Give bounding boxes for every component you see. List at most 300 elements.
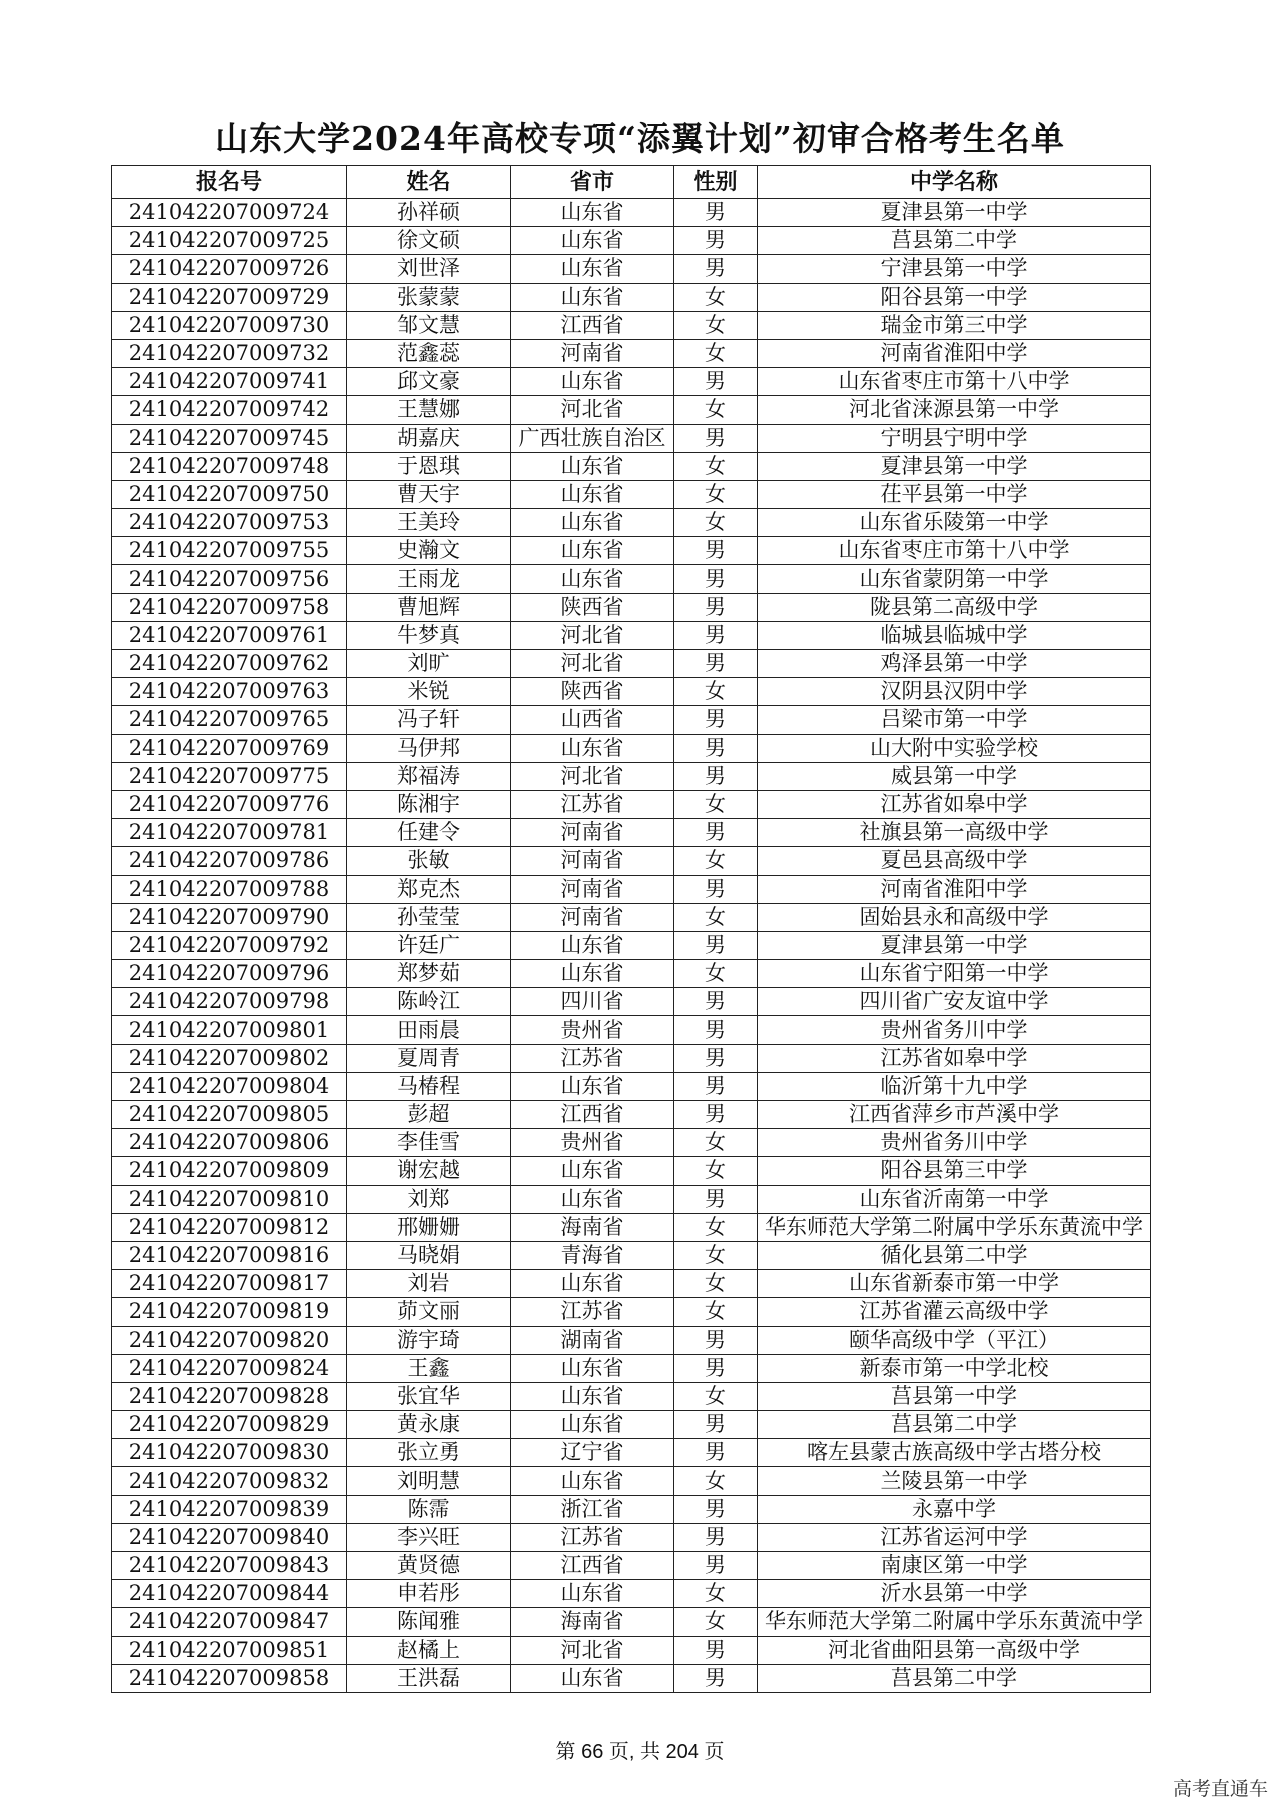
cell-school: 陇县第二高级中学 (758, 593, 1151, 621)
cell-school: 社旗县第一高级中学 (758, 819, 1151, 847)
table-row (112, 1439, 1151, 1467)
cell-province: 陕西省 (511, 678, 674, 706)
cell-name: 王洪磊 (347, 1664, 511, 1692)
table-row (112, 1157, 1151, 1185)
column-header-province: 省市 (511, 166, 674, 199)
cell-name: 申若彤 (347, 1580, 511, 1608)
cell-gender: 男 (674, 1439, 758, 1467)
cell-name: 李佳雪 (347, 1129, 511, 1157)
cell-school: 威县第一中学 (758, 762, 1151, 790)
table-row (112, 762, 1151, 790)
cell-province: 河北省 (511, 1636, 674, 1664)
cell-gender: 男 (674, 593, 758, 621)
cell-id: 241042207009796 (112, 960, 347, 988)
table-row (112, 1044, 1151, 1072)
cell-school: 河北省涞源县第一中学 (758, 396, 1151, 424)
cell-province: 江苏省 (511, 1523, 674, 1551)
table-row (112, 1072, 1151, 1100)
cell-gender: 男 (674, 1101, 758, 1129)
cell-gender: 女 (674, 1213, 758, 1241)
cell-gender: 女 (674, 1298, 758, 1326)
table-row (112, 537, 1151, 565)
cell-gender: 男 (674, 227, 758, 255)
cell-school: 吕梁市第一中学 (758, 706, 1151, 734)
table-body (112, 199, 1151, 1693)
cell-province: 江苏省 (511, 790, 674, 818)
table-row (112, 1213, 1151, 1241)
cell-school: 兰陵县第一中学 (758, 1467, 1151, 1495)
page-number: 第 66 页, 共 204 页 (555, 1741, 725, 1763)
table-row (112, 1016, 1151, 1044)
cell-school: 莒县第二中学 (758, 1664, 1151, 1692)
cell-school: 沂水县第一中学 (758, 1580, 1151, 1608)
table-row (112, 1326, 1151, 1354)
table-row (112, 424, 1151, 452)
cell-id: 241042207009840 (112, 1523, 347, 1551)
cell-gender: 男 (674, 762, 758, 790)
table-row (112, 960, 1151, 988)
cell-id: 241042207009725 (112, 227, 347, 255)
cell-province: 山东省 (511, 452, 674, 480)
cell-province: 河北省 (511, 762, 674, 790)
watermark: 高考直通车 (1172, 1779, 1268, 1800)
cell-school: 山东省乐陵第一中学 (758, 509, 1151, 537)
table-row (112, 931, 1151, 959)
cell-name: 于恩琪 (347, 452, 511, 480)
table-row (112, 593, 1151, 621)
cell-province: 海南省 (511, 1608, 674, 1636)
cell-id: 241042207009786 (112, 847, 347, 875)
cell-gender: 男 (674, 1326, 758, 1354)
cell-province: 贵州省 (511, 1016, 674, 1044)
table-row (112, 650, 1151, 678)
cell-name: 陈闻雅 (347, 1608, 511, 1636)
cell-id: 241042207009781 (112, 819, 347, 847)
cell-gender: 女 (674, 1608, 758, 1636)
cell-gender: 男 (674, 1636, 758, 1664)
table-row (112, 1495, 1151, 1523)
table-row (112, 819, 1151, 847)
cell-province: 河南省 (511, 903, 674, 931)
cell-school: 河南省淮阳中学 (758, 875, 1151, 903)
cell-school: 山东省宁阳第一中学 (758, 960, 1151, 988)
cell-id: 241042207009843 (112, 1552, 347, 1580)
cell-id: 241042207009812 (112, 1213, 347, 1241)
table-row (112, 396, 1151, 424)
cell-school: 江苏省运河中学 (758, 1523, 1151, 1551)
cell-id: 241042207009748 (112, 452, 347, 480)
cell-name: 孙祥硕 (347, 199, 511, 227)
cell-gender: 女 (674, 1382, 758, 1410)
cell-name: 陈霈 (347, 1495, 511, 1523)
cell-name: 张蒙蒙 (347, 283, 511, 311)
cell-province: 江西省 (511, 311, 674, 339)
cell-name: 郑梦茹 (347, 960, 511, 988)
cell-school: 莒县第一中学 (758, 1382, 1151, 1410)
table-row (112, 1411, 1151, 1439)
cell-gender: 女 (674, 509, 758, 537)
table-row (112, 1185, 1151, 1213)
cell-gender: 男 (674, 988, 758, 1016)
cell-name: 彭超 (347, 1101, 511, 1129)
cell-province: 山东省 (511, 227, 674, 255)
cell-id: 241042207009762 (112, 650, 347, 678)
table-row (112, 790, 1151, 818)
cell-school: 临沂第十九中学 (758, 1072, 1151, 1100)
cell-name: 赵橘上 (347, 1636, 511, 1664)
cell-gender: 女 (674, 339, 758, 367)
cell-id: 241042207009729 (112, 283, 347, 311)
cell-name: 郑克杰 (347, 875, 511, 903)
cell-province: 山东省 (511, 1664, 674, 1692)
table-row (112, 1241, 1151, 1269)
cell-id: 241042207009788 (112, 875, 347, 903)
cell-school: 宁津县第一中学 (758, 255, 1151, 283)
cell-province: 山东省 (511, 1354, 674, 1382)
cell-school: 夏津县第一中学 (758, 452, 1151, 480)
cell-gender: 女 (674, 1241, 758, 1269)
cell-school: 宁明县宁明中学 (758, 424, 1151, 452)
cell-id: 241042207009769 (112, 734, 347, 762)
cell-id: 241042207009790 (112, 903, 347, 931)
cell-gender: 男 (674, 368, 758, 396)
cell-gender: 男 (674, 1044, 758, 1072)
cell-name: 牛梦真 (347, 621, 511, 649)
cell-school: 颐华高级中学（平江） (758, 1326, 1151, 1354)
cell-name: 刘旷 (347, 650, 511, 678)
column-header-school: 中学名称 (758, 166, 1151, 199)
cell-id: 241042207009816 (112, 1241, 347, 1269)
cell-school: 河北省曲阳县第一高级中学 (758, 1636, 1151, 1664)
cell-id: 241042207009742 (112, 396, 347, 424)
table-row (112, 1298, 1151, 1326)
table-row (112, 452, 1151, 480)
table-row (112, 1523, 1151, 1551)
cell-id: 241042207009776 (112, 790, 347, 818)
cell-id: 241042207009724 (112, 199, 347, 227)
cell-school: 华东师范大学第二附属中学乐东黄流中学 (758, 1213, 1151, 1241)
cell-gender: 男 (674, 199, 758, 227)
cell-id: 241042207009801 (112, 1016, 347, 1044)
cell-school: 江苏省灌云高级中学 (758, 1298, 1151, 1326)
table-row (112, 509, 1151, 537)
table-row (112, 1129, 1151, 1157)
cell-province: 江苏省 (511, 1298, 674, 1326)
cell-province: 山东省 (511, 255, 674, 283)
cell-id: 241042207009832 (112, 1467, 347, 1495)
table-row (112, 255, 1151, 283)
cell-province: 广西壮族自治区 (511, 424, 674, 452)
cell-school: 夏津县第一中学 (758, 199, 1151, 227)
table-row (112, 1354, 1151, 1382)
cell-name: 刘郑 (347, 1185, 511, 1213)
cell-school: 河南省淮阳中学 (758, 339, 1151, 367)
cell-id: 241042207009839 (112, 1495, 347, 1523)
cell-gender: 女 (674, 452, 758, 480)
cell-province: 四川省 (511, 988, 674, 1016)
cell-province: 江西省 (511, 1552, 674, 1580)
cell-province: 河南省 (511, 847, 674, 875)
cell-province: 山东省 (511, 960, 674, 988)
cell-id: 241042207009851 (112, 1636, 347, 1664)
table-row (112, 1467, 1151, 1495)
cell-name: 王鑫 (347, 1354, 511, 1382)
cell-gender: 男 (674, 1523, 758, 1551)
cell-province: 山东省 (511, 565, 674, 593)
table-row (112, 903, 1151, 931)
cell-id: 241042207009820 (112, 1326, 347, 1354)
cell-school: 固始县永和高级中学 (758, 903, 1151, 931)
cell-gender: 女 (674, 903, 758, 931)
cell-province: 河南省 (511, 819, 674, 847)
column-header-gender: 性别 (674, 166, 758, 199)
cell-province: 山东省 (511, 1072, 674, 1100)
table-row (112, 847, 1151, 875)
cell-id: 241042207009756 (112, 565, 347, 593)
cell-school: 莒县第二中学 (758, 1411, 1151, 1439)
cell-school: 贵州省务川中学 (758, 1129, 1151, 1157)
cell-gender: 男 (674, 1552, 758, 1580)
cell-province: 河南省 (511, 875, 674, 903)
cell-gender: 男 (674, 565, 758, 593)
cell-gender: 男 (674, 706, 758, 734)
cell-name: 邹文慧 (347, 311, 511, 339)
table-row (112, 678, 1151, 706)
table-row (112, 1552, 1151, 1580)
cell-id: 241042207009761 (112, 621, 347, 649)
cell-name: 王雨龙 (347, 565, 511, 593)
cell-name: 胡嘉庆 (347, 424, 511, 452)
cell-id: 241042207009765 (112, 706, 347, 734)
cell-name: 马椿程 (347, 1072, 511, 1100)
cell-school: 永嘉中学 (758, 1495, 1151, 1523)
cell-school: 山东省蒙阴第一中学 (758, 565, 1151, 593)
table-row (112, 988, 1151, 1016)
table-header-row (112, 166, 1151, 199)
cell-school: 鸡泽县第一中学 (758, 650, 1151, 678)
cell-id: 241042207009745 (112, 424, 347, 452)
cell-gender: 男 (674, 1495, 758, 1523)
cell-school: 江苏省如皋中学 (758, 790, 1151, 818)
table-row (112, 706, 1151, 734)
cell-id: 241042207009732 (112, 339, 347, 367)
cell-gender: 女 (674, 678, 758, 706)
cell-name: 黄贤德 (347, 1552, 511, 1580)
table-row (112, 311, 1151, 339)
cell-id: 241042207009858 (112, 1664, 347, 1692)
cell-province: 山东省 (511, 199, 674, 227)
cell-name: 孙莹莹 (347, 903, 511, 931)
cell-gender: 女 (674, 396, 758, 424)
table-row (112, 1382, 1151, 1410)
cell-name: 田雨晨 (347, 1016, 511, 1044)
cell-id: 241042207009829 (112, 1411, 347, 1439)
cell-school: 阳谷县第三中学 (758, 1157, 1151, 1185)
cell-id: 241042207009809 (112, 1157, 347, 1185)
cell-name: 许廷广 (347, 931, 511, 959)
cell-school: 汉阴县汉阴中学 (758, 678, 1151, 706)
cell-province: 江苏省 (511, 1044, 674, 1072)
table-row (112, 565, 1151, 593)
cell-name: 冯子轩 (347, 706, 511, 734)
cell-gender: 女 (674, 283, 758, 311)
cell-province: 河北省 (511, 621, 674, 649)
cell-id: 241042207009741 (112, 368, 347, 396)
cell-gender: 男 (674, 819, 758, 847)
cell-province: 江西省 (511, 1101, 674, 1129)
table-row (112, 1101, 1151, 1129)
cell-school: 瑞金市第三中学 (758, 311, 1151, 339)
cell-school: 莒县第二中学 (758, 227, 1151, 255)
cell-gender: 男 (674, 1411, 758, 1439)
cell-province: 辽宁省 (511, 1439, 674, 1467)
cell-school: 喀左县蒙古族高级中学古塔分校 (758, 1439, 1151, 1467)
cell-province: 山东省 (511, 1185, 674, 1213)
cell-name: 郑福涛 (347, 762, 511, 790)
cell-province: 陕西省 (511, 593, 674, 621)
cell-province: 山东省 (511, 1580, 674, 1608)
cell-gender: 男 (674, 424, 758, 452)
table-row (112, 734, 1151, 762)
cell-id: 241042207009755 (112, 537, 347, 565)
table-row (112, 199, 1151, 227)
cell-gender: 男 (674, 621, 758, 649)
cell-gender: 女 (674, 1157, 758, 1185)
cell-name: 张宜华 (347, 1382, 511, 1410)
cell-id: 241042207009804 (112, 1072, 347, 1100)
column-header-name: 姓名 (347, 166, 511, 199)
table-row (112, 1270, 1151, 1298)
table-row (112, 1608, 1151, 1636)
page-title: 山东大学2024年高校专项“添翼计划”初审合格考生名单 (215, 119, 1065, 158)
cell-school: 山东省枣庄市第十八中学 (758, 537, 1151, 565)
cell-school: 四川省广安友谊中学 (758, 988, 1151, 1016)
cell-province: 山东省 (511, 1382, 674, 1410)
cell-id: 241042207009726 (112, 255, 347, 283)
cell-province: 山东省 (511, 1157, 674, 1185)
cell-id: 241042207009775 (112, 762, 347, 790)
cell-gender: 男 (674, 537, 758, 565)
cell-name: 夏周青 (347, 1044, 511, 1072)
cell-province: 湖南省 (511, 1326, 674, 1354)
table-row (112, 339, 1151, 367)
cell-gender: 女 (674, 960, 758, 988)
cell-id: 241042207009798 (112, 988, 347, 1016)
cell-name: 李兴旺 (347, 1523, 511, 1551)
cell-id: 241042207009819 (112, 1298, 347, 1326)
cell-school: 山东省枣庄市第十八中学 (758, 368, 1151, 396)
cell-name: 王美玲 (347, 509, 511, 537)
cell-province: 河北省 (511, 650, 674, 678)
cell-id: 241042207009806 (112, 1129, 347, 1157)
cell-school: 山东省新泰市第一中学 (758, 1270, 1151, 1298)
cell-school: 阳谷县第一中学 (758, 283, 1151, 311)
cell-id: 241042207009844 (112, 1580, 347, 1608)
cell-school: 新泰市第一中学北校 (758, 1354, 1151, 1382)
column-header-id: 报名号 (112, 166, 347, 199)
cell-name: 马晓娟 (347, 1241, 511, 1269)
cell-gender: 女 (674, 847, 758, 875)
cell-name: 曹天宇 (347, 480, 511, 508)
cell-gender: 男 (674, 875, 758, 903)
cell-name: 范鑫蕊 (347, 339, 511, 367)
cell-school: 山大附中实验学校 (758, 734, 1151, 762)
cell-gender: 女 (674, 1467, 758, 1495)
cell-name: 邢姗姗 (347, 1213, 511, 1241)
table-row (112, 1664, 1151, 1692)
cell-id: 241042207009824 (112, 1354, 347, 1382)
cell-school: 夏津县第一中学 (758, 931, 1151, 959)
cell-school: 华东师范大学第二附属中学乐东黄流中学 (758, 1608, 1151, 1636)
cell-school: 临城县临城中学 (758, 621, 1151, 649)
cell-id: 241042207009810 (112, 1185, 347, 1213)
cell-id: 241042207009805 (112, 1101, 347, 1129)
cell-name: 谢宏越 (347, 1157, 511, 1185)
cell-name: 黄永康 (347, 1411, 511, 1439)
cell-gender: 男 (674, 1664, 758, 1692)
cell-name: 茆文丽 (347, 1298, 511, 1326)
cell-gender: 男 (674, 1072, 758, 1100)
cell-name: 张敏 (347, 847, 511, 875)
cell-province: 山西省 (511, 706, 674, 734)
cell-name: 王慧娜 (347, 396, 511, 424)
cell-id: 241042207009828 (112, 1382, 347, 1410)
table-row (112, 1580, 1151, 1608)
cell-gender: 女 (674, 1580, 758, 1608)
cell-school: 南康区第一中学 (758, 1552, 1151, 1580)
cell-province: 浙江省 (511, 1495, 674, 1523)
cell-school: 贵州省务川中学 (758, 1016, 1151, 1044)
table-row (112, 227, 1151, 255)
cell-province: 山东省 (511, 1411, 674, 1439)
cell-name: 马伊邦 (347, 734, 511, 762)
cell-name: 米锐 (347, 678, 511, 706)
cell-province: 山东省 (511, 509, 674, 537)
cell-name: 刘世泽 (347, 255, 511, 283)
cell-name: 曹旭辉 (347, 593, 511, 621)
cell-gender: 男 (674, 734, 758, 762)
table-row (112, 621, 1151, 649)
cell-province: 山东省 (511, 368, 674, 396)
cell-school: 江西省萍乡市芦溪中学 (758, 1101, 1151, 1129)
cell-id: 241042207009830 (112, 1439, 347, 1467)
candidate-table (111, 165, 1151, 1693)
cell-name: 邱文豪 (347, 368, 511, 396)
cell-gender: 女 (674, 1129, 758, 1157)
cell-province: 青海省 (511, 1241, 674, 1269)
cell-school: 茌平县第一中学 (758, 480, 1151, 508)
cell-id: 241042207009763 (112, 678, 347, 706)
cell-name: 游宇琦 (347, 1326, 511, 1354)
table-row (112, 480, 1151, 508)
table-row (112, 1636, 1151, 1664)
cell-province: 河北省 (511, 396, 674, 424)
cell-school: 夏邑县高级中学 (758, 847, 1151, 875)
cell-school: 循化县第二中学 (758, 1241, 1151, 1269)
cell-id: 241042207009758 (112, 593, 347, 621)
cell-gender: 男 (674, 1016, 758, 1044)
cell-gender: 女 (674, 1270, 758, 1298)
cell-province: 山东省 (511, 283, 674, 311)
cell-name: 陈湘宇 (347, 790, 511, 818)
cell-province: 山东省 (511, 1467, 674, 1495)
cell-gender: 男 (674, 1185, 758, 1213)
cell-province: 山东省 (511, 734, 674, 762)
cell-province: 河南省 (511, 339, 674, 367)
cell-id: 241042207009802 (112, 1044, 347, 1072)
cell-gender: 男 (674, 1354, 758, 1382)
cell-province: 海南省 (511, 1213, 674, 1241)
